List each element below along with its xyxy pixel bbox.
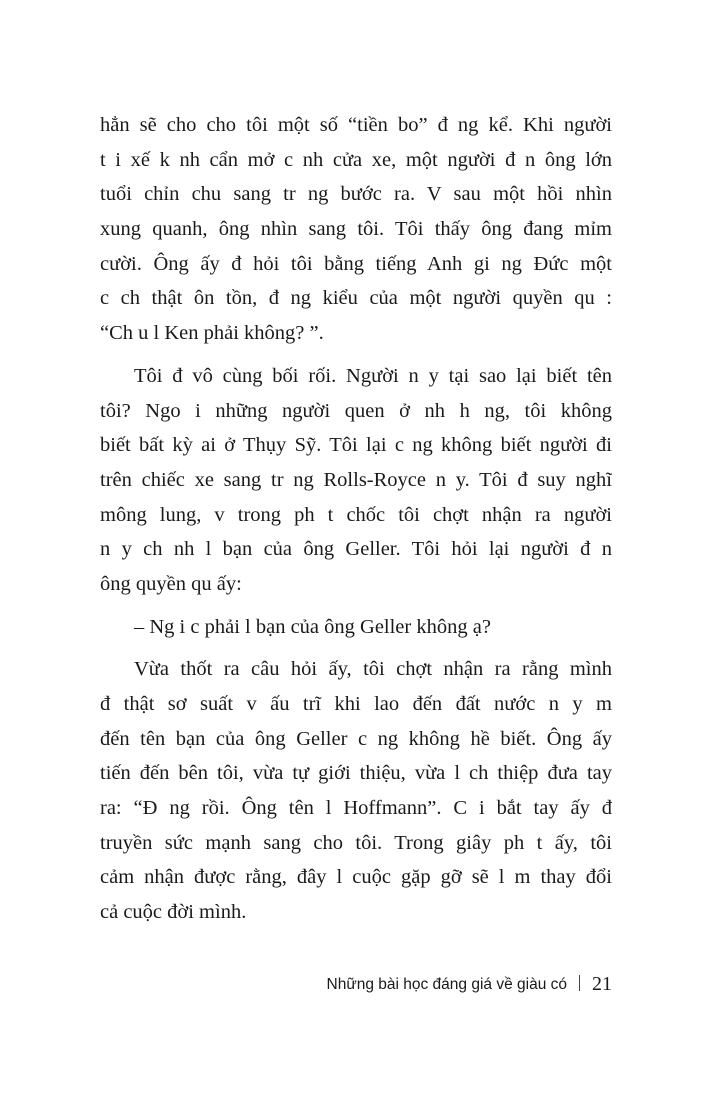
text-line: c ch thật ôn tồn, đ ng kiểu của một người quyền qu : <box>100 287 612 310</box>
text-line: trên chiếc xe sang tr ng Rolls-Royce n y. Tôi đ suy nghĩ <box>100 468 612 491</box>
paragraph-1 <box>100 108 612 351</box>
text-line: ra: “Đ ng rồi. Ông tên l Hoffmann”. C i bắt tay ấy đ <box>100 797 612 820</box>
text-line: hẳn sẽ cho cho tôi một số “tiền bo” đ ng kể. Khi người <box>100 114 612 136</box>
text-line: xung quanh, ông nhìn sang tôi. Tôi thấy ông đang mỉm <box>100 218 612 241</box>
paragraph-3 <box>100 610 612 645</box>
text-line: cả cuộc đời mình. <box>100 901 247 924</box>
paragraph-4 <box>100 652 612 930</box>
body-text <box>100 108 612 930</box>
text-line: tuổi chỉn chu sang tr ng bước ra. V sau một hồi nhìn <box>100 183 612 206</box>
footer-divider <box>579 975 580 991</box>
text-line: Vừa thốt ra câu hỏi ấy, tôi chợt nhận ra rằng mình <box>134 658 612 681</box>
text-line: Tôi đ vô cùng bối rối. Người n y tại sao lại biết tên <box>134 364 612 387</box>
text-line: tiến đến bên tôi, vừa tự giới thiệu, vừa l ch thiệp đưa tay <box>100 762 612 785</box>
text-line: n y ch nh l bạn của ông Geller. Tôi hỏi lại người đ n <box>100 538 612 561</box>
text-line: tôi? Ngo i những người quen ở nh h ng, tôi không <box>100 399 612 422</box>
text-line: cười. Ông ấy đ hỏi tôi bằng tiếng Anh gi ng Đức một <box>100 252 612 275</box>
text-line: truyền sức mạnh sang cho tôi. Trong giây ph t ấy, tôi <box>100 831 612 854</box>
text-line: – Ng i c phải l bạn của ông Geller không ạ? <box>134 615 491 638</box>
page-number: 21 <box>592 973 612 995</box>
text-line: đến tên bạn của ông Geller c ng không hề biết. Ông ấy <box>100 727 612 750</box>
text-line: cảm nhận được rằng, đây l cuộc gặp gỡ sẽ l m thay đổi <box>100 866 612 889</box>
page-footer <box>300 973 612 996</box>
paragraph-2 <box>100 359 612 602</box>
text-line: biết bất kỳ ai ở Thụy Sỹ. Tôi lại c ng không biết người đi <box>100 434 612 457</box>
running-title: Những bài học đáng giá về giàu có <box>326 976 567 993</box>
text-line: đ thật sơ suất v ấu trĩ khi lao đến đất nước n y m <box>100 693 612 715</box>
text-line: ông quyền qu ấy: <box>100 572 242 595</box>
text-line: t i xế k nh cẩn mở c nh cửa xe, một người đ n ông lớn <box>100 148 612 171</box>
text-line: “Ch u l Ken phải không? ”. <box>100 322 324 345</box>
text-line: mông lung, v trong ph t chốc tôi chợt nhận ra người <box>100 503 612 526</box>
